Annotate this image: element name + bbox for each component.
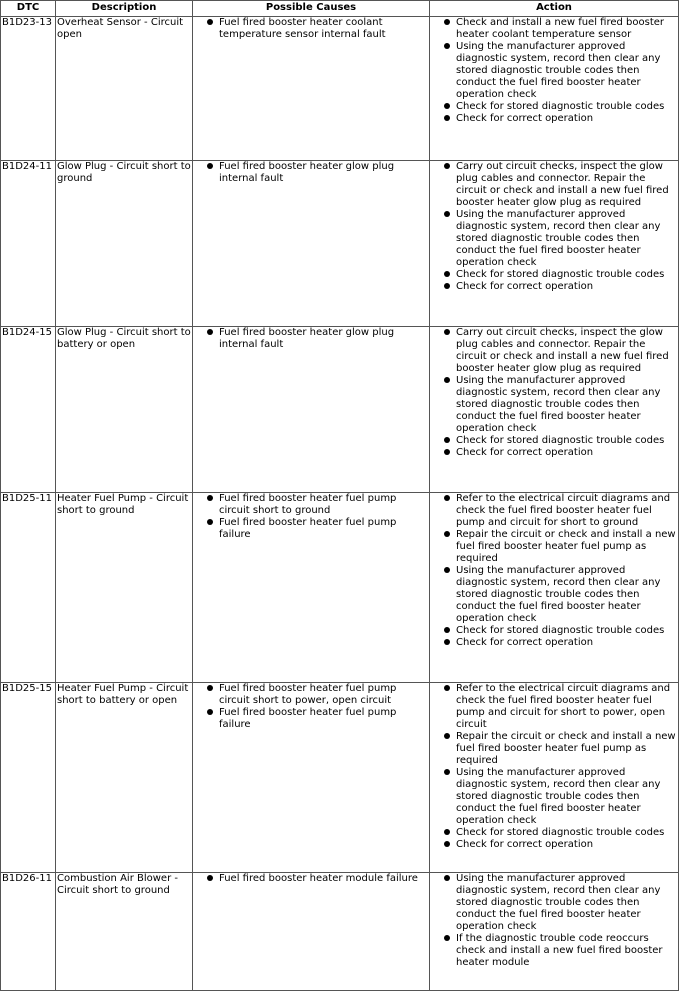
- dtc-code: B1D23-13: [1, 17, 56, 161]
- action-item: Carry out circuit checks, inspect the glow plug cables and connector. Repair the circuit or check and install a new fuel fired booster heater glow plug as required: [443, 161, 677, 209]
- table-row: [1, 161, 679, 327]
- possible-causes-cell: [193, 327, 430, 493]
- action-item: Repair the circuit or check and install a new fuel fired booster heater fuel pump as required: [443, 529, 677, 565]
- cause-item: Fuel fired booster heater glow plug internal fault: [206, 161, 428, 185]
- action-item: Using the manufacturer approved diagnostic system, record then clear any stored diagnostic trouble codes then conduct the fuel fired booster heater operation check: [443, 565, 677, 625]
- action-list: [431, 873, 677, 969]
- action-item: Using the manufacturer approved diagnostic system, record then clear any stored diagnostic trouble codes then conduct the fuel fired booster heater operation check: [443, 41, 677, 101]
- dtc-description: Heater Fuel Pump - Circuit short to ground: [56, 493, 193, 683]
- header-dtc: DTC: [1, 1, 56, 17]
- action-cell: [430, 873, 679, 991]
- cause-item: Fuel fired booster heater fuel pump failure: [206, 707, 428, 731]
- possible-causes-cell: [193, 161, 430, 327]
- possible-causes-cell: [193, 873, 430, 991]
- action-item: Check for correct operation: [443, 447, 677, 459]
- action-item: Using the manufacturer approved diagnostic system, record then clear any stored diagnostic trouble codes then conduct the fuel fired booster heater operation check: [443, 209, 677, 269]
- action-list: [431, 683, 677, 851]
- cause-item: Fuel fired booster heater module failure: [206, 873, 428, 885]
- possible-causes-list: [194, 327, 428, 351]
- action-item: Check for correct operation: [443, 113, 677, 125]
- action-item: Check for correct operation: [443, 281, 677, 293]
- action-item: Using the manufacturer approved diagnostic system, record then clear any stored diagnostic trouble codes then conduct the fuel fired booster heater operation check: [443, 873, 677, 933]
- table-row: [1, 17, 679, 161]
- table-body: [1, 17, 679, 991]
- dtc-code: B1D24-15: [1, 327, 56, 493]
- action-cell: [430, 161, 679, 327]
- action-item: Check for stored diagnostic trouble codes: [443, 827, 677, 839]
- action-item: Check for correct operation: [443, 637, 677, 649]
- action-item: Check for stored diagnostic trouble codes: [443, 101, 677, 113]
- action-item: If the diagnostic trouble code reoccurs check and install a new fuel fired booster heater module: [443, 933, 677, 969]
- cause-item: Fuel fired booster heater glow plug internal fault: [206, 327, 428, 351]
- table-row: [1, 683, 679, 873]
- dtc-description: Glow Plug - Circuit short to ground: [56, 161, 193, 327]
- action-list: [431, 327, 677, 459]
- possible-causes-list: [194, 493, 428, 541]
- dtc-description: Glow Plug - Circuit short to battery or open: [56, 327, 193, 493]
- possible-causes-list: [194, 161, 428, 185]
- dtc-description: Combustion Air Blower - Circuit short to ground: [56, 873, 193, 991]
- dtc-code: B1D26-11: [1, 873, 56, 991]
- action-item: Using the manufacturer approved diagnostic system, record then clear any stored diagnostic trouble codes then conduct the fuel fired booster heater operation check: [443, 767, 677, 827]
- cause-item: Fuel fired booster heater fuel pump failure: [206, 517, 428, 541]
- possible-causes-list: [194, 17, 428, 41]
- action-cell: [430, 493, 679, 683]
- cause-item: Fuel fired booster heater fuel pump circuit short to power, open circuit: [206, 683, 428, 707]
- cause-item: Fuel fired booster heater coolant temperature sensor internal fault: [206, 17, 428, 41]
- action-item: Check and install a new fuel fired booster heater coolant temperature sensor: [443, 17, 677, 41]
- action-item: Check for stored diagnostic trouble codes: [443, 435, 677, 447]
- cause-item: Fuel fired booster heater fuel pump circuit short to ground: [206, 493, 428, 517]
- action-cell: [430, 683, 679, 873]
- table-header: [1, 1, 679, 17]
- action-list: [431, 493, 677, 649]
- dtc-description: Overheat Sensor - Circuit open: [56, 17, 193, 161]
- dtc-code: B1D25-11: [1, 493, 56, 683]
- action-list: [431, 17, 677, 125]
- action-item: Refer to the electrical circuit diagrams and check the fuel fired booster heater fuel pump and circuit for short to power, open circuit: [443, 683, 677, 731]
- action-item: Repair the circuit or check and install a new fuel fired booster heater fuel pump as required: [443, 731, 677, 767]
- possible-causes-list: [194, 683, 428, 731]
- possible-causes-list: [194, 873, 428, 885]
- action-item: Using the manufacturer approved diagnostic system, record then clear any stored diagnostic trouble codes then conduct the fuel fired booster heater operation check: [443, 375, 677, 435]
- header-description: Description: [56, 1, 193, 17]
- header-action: Action: [430, 1, 679, 17]
- possible-causes-cell: [193, 493, 430, 683]
- action-cell: [430, 17, 679, 161]
- possible-causes-cell: [193, 683, 430, 873]
- action-item: Check for stored diagnostic trouble codes: [443, 269, 677, 281]
- header-possible-causes: Possible Causes: [193, 1, 430, 17]
- action-item: Check for stored diagnostic trouble codes: [443, 625, 677, 637]
- dtc-code: B1D25-15: [1, 683, 56, 873]
- dtc-description: Heater Fuel Pump - Circuit short to battery or open: [56, 683, 193, 873]
- action-item: Carry out circuit checks, inspect the glow plug cables and connector. Repair the circuit or check and install a new fuel fired booster heater glow plug as required: [443, 327, 677, 375]
- dtc-code: B1D24-11: [1, 161, 56, 327]
- table-row: [1, 493, 679, 683]
- header-row: [1, 1, 679, 17]
- action-item: Refer to the electrical circuit diagrams and check the fuel fired booster heater fuel pump and circuit for short to ground: [443, 493, 677, 529]
- action-list: [431, 161, 677, 293]
- table-row: [1, 873, 679, 991]
- possible-causes-cell: [193, 17, 430, 161]
- table-row: [1, 327, 679, 493]
- action-cell: [430, 327, 679, 493]
- action-item: Check for correct operation: [443, 839, 677, 851]
